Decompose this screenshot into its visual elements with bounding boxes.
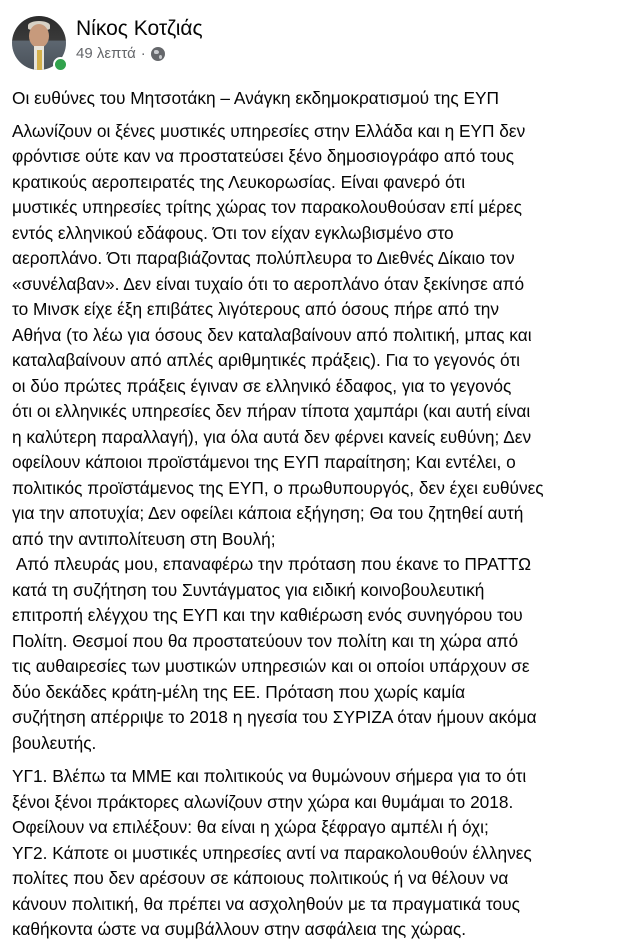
post-text-line: Αθήνα (το λέω για όσους δεν καταλαβαίνουν από πολιτική, μπας και [12,324,532,345]
avatar-tie [37,50,42,70]
online-status-icon [53,57,68,72]
post-text-line: πολίτες που δεν αρέσουν σε κάποιους πολιτικούς ή να θέλουν να [12,868,509,888]
post-body [12,86,632,943]
post-text-line: αεροπλάνο. Ότι παραβιάζοντας πολύπλευρα το Διεθνές Δίκαιο τον [12,248,515,268]
post-text-line: Οφείλουν να επιλέξουν: θα είναι η χώρα ξέφραγο αμπέλι ή όχι; [12,817,489,837]
post-text-line: κατά τη συζήτηση του Συντάγματος για ειδική κοινοβουλευτική [12,579,485,600]
post-text-line: εντός ελληνικού εδάφους. Ότι τον είχαν εγκλωβισμένο στο [12,222,454,243]
post-text-line: τις αυθαιρεσίες των μυστικών υπηρεσιών και οι οποίοι υπάρχουν σε [12,656,530,676]
post-title: Οι ευθύνες του Μητσοτάκη – Ανάγκη εκδημοκρατισμού της ΕΥΠ [12,88,500,108]
post-text-line: μυστικές υπηρεσίες τρίτης χώρας τον παρακολουθούσαν επί μέρες [12,197,522,217]
globe-icon[interactable] [151,47,165,61]
post-text-line: ΥΓ2. Κάποτε οι μυστικές υπηρεσίες αντί να παρακολουθούν έλληνες [12,842,532,863]
post-text-line: ότι οι ελληνικές υπηρεσίες δεν πήραν τίποτα χαμπάρι (και αυτή είναι [12,401,531,421]
post-text-line: οι δύο πρώτες πράξεις έγιναν σε ελληνικό έδαφος, για το γεγονός [12,375,512,396]
post-meta [76,45,165,62]
post-text-line: ΥΓ1. Βλέπω τα ΜΜΕ και πολιτικούς να θυμώνουν σήμερα για το ότι [12,766,527,786]
post-text-line: βουλευτής. [12,732,97,753]
post-text-line: Από πλευράς μου, επαναφέρω την πρόταση που έκανε το ΠΡΑΤΤΩ [12,554,532,574]
post-header [12,14,612,74]
post-text-line: Αλωνίζουν οι ξένες μυστικές υπηρεσίες στην Ελλάδα και η ΕΥΠ δεν [12,120,526,141]
post-paragraph-main [12,119,632,757]
meta-separator: · [140,45,146,62]
post-text-line: συζήτηση απέρριψε το 2018 η ηγεσία του ΣΥΡΙΖΑ όταν ήμουν ακόμα [12,707,537,727]
post-text-line: κάνουν πολιτική, θα πρέπει να ασχοληθούν με τα πραγματικά τους [12,893,520,914]
post-text-line: για την αποτυχία; Δεν οφείλει κάποια εξήγηση; Θα του ζητηθεί αυτή [12,503,524,523]
post-text-line: δύο δεκάδες κράτη-μέλη της ΕΕ. Πρόταση που χωρίς καμία [12,681,466,702]
post-text-line: καθήκοντα ώστε να συμβάλλουν στην ασφάλεια της χώρας. [12,919,467,939]
post-timestamp[interactable]: 49 λεπτά [76,45,136,62]
post-text-line: ξένοι ξένοι πράκτορες αλωνίζουν στην χώρα και θυμάμαι το 2018. [12,791,514,812]
post-text-line: Πολίτη. Θεσμοί που θα προστατεύουν τον πολίτη και τη χώρα από [12,630,519,651]
author-name[interactable]: Νίκος Κοτζιάς [76,17,203,40]
post-text-line: πολιτικός προϊστάμενος της ΕΥΠ, ο πρωθυπουργός, δεν έχει ευθύνες [12,477,544,498]
avatar-face [29,24,49,48]
post-text-line: οφείλουν κάποιοι προϊστάμενοι της ΕΥΠ παραίτηση; Και εντέλει, ο [12,452,516,472]
post-text-line: το Μινσκ είχε έξη επιβάτες λιγότερους από όσους πήρε από την [12,299,500,319]
post-text-line: η καλύτερη παραλλαγή), για όλα αυτά δεν φέρνει κανείς ευθύνη; Δεν [12,426,532,447]
post-text-line: επιτροπή ελέγχου της ΕΥΠ και την καθιέρωση ενός συνηγόρου του [12,605,523,625]
post-text-line: φρόντισε ούτε καν να προστατεύσει ξένο δημοσιογράφο από τους [12,146,515,166]
post-text-line: από την αντιπολίτευση στη Βουλή; [12,528,276,549]
post-text-line: «συνέλαβαν». Δεν είναι τυχαίο ότι το αεροπλάνο όταν ξεκίνησε από [12,273,525,294]
post-text-line: κρατικούς αεροπειρατές της Λευκορωσίας. Είναι φανερό ότι [12,171,466,192]
post-paragraph-ps [12,764,632,943]
post-text-line: καταλαβαίνουν από απλές αριθμητικές πράξεις). Για το γεγονός ότι [12,350,521,370]
